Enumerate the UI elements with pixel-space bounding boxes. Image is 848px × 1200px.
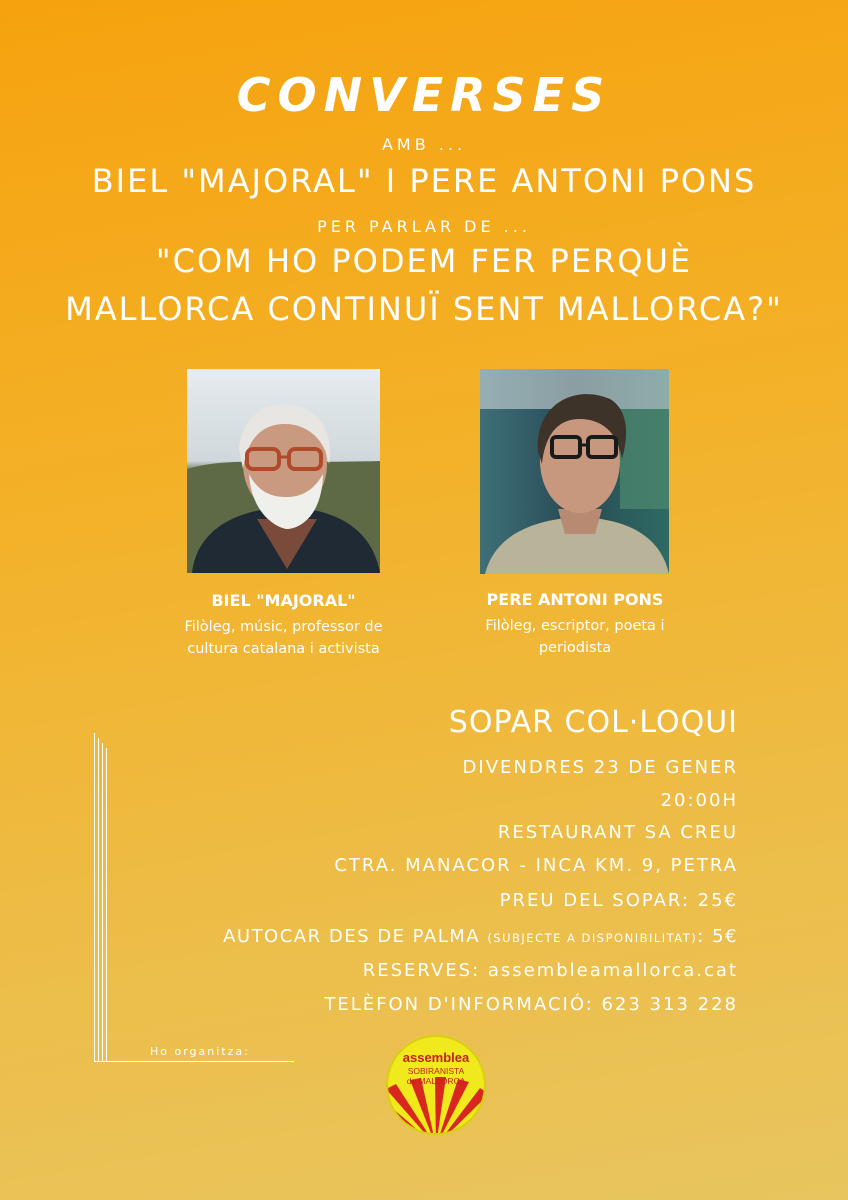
speaker-photo-biel <box>187 369 380 573</box>
speaker-desc-line: cultura catalana i activista <box>187 641 380 657</box>
event-address: CTRA. MANACOR - INCA KM. 9, PETRA <box>334 855 738 876</box>
organizer-logo <box>385 1034 487 1136</box>
bus-price: : 5€ <box>697 926 738 947</box>
event-reserves: RESERVES: assembleamallorca.cat <box>362 960 738 981</box>
decor-line <box>102 743 103 1061</box>
decor-line <box>98 738 99 1061</box>
organizer-label: Ho organitza: <box>150 1045 250 1058</box>
intro-per-parlar: PER PARLAR DE ... <box>317 217 531 236</box>
bus-note: (SUBJECTE A DISPONIBILITAT) <box>487 931 698 945</box>
event-phone: TELÈFON D'INFORMACIÓ: 623 313 228 <box>324 994 738 1015</box>
topic-line-2: MALLORCA CONTINUÏ SENT MALLORCA?" <box>65 290 783 328</box>
bus-main: AUTOCAR DES DE PALMA <box>223 926 481 947</box>
decor-line <box>106 748 107 1061</box>
logo-text-1: assemblea <box>402 1050 470 1065</box>
event-bus <box>223 926 738 947</box>
event-price: PREU DEL SOPAR: 25€ <box>499 890 738 911</box>
decor-line <box>94 733 95 1061</box>
event-title: SOPAR COL·LOQUI <box>448 705 738 740</box>
speaker-desc-pere <box>440 615 710 659</box>
speaker-desc-biel <box>150 616 417 660</box>
event-date: DIVENDRES 23 DE GENER <box>462 757 738 778</box>
topic-line-1: "COM HO PODEM FER PERQUÈ <box>155 242 693 280</box>
speaker-desc-line: Filòleg, escriptor, poeta i <box>485 618 665 634</box>
event-time: 20:00H <box>660 790 738 811</box>
logo-text-2: SOBIRANISTA <box>407 1066 465 1076</box>
speaker-name-pere: PERE ANTONI PONS <box>486 590 664 609</box>
speaker-photo-pere <box>480 369 669 574</box>
logo-text-3: de MALLORCA <box>406 1076 466 1086</box>
decor-line <box>94 1061 294 1062</box>
speaker-desc-line: periodista <box>538 640 612 656</box>
event-place: RESTAURANT SA CREU <box>497 822 738 843</box>
intro-amb: AMB ... <box>381 135 467 154</box>
speakers-headline: BIEL "MAJORAL" I PERE ANTONI PONS <box>91 162 757 200</box>
speaker-desc-line: Filòleg, músic, professor de <box>184 619 383 635</box>
page-title: CONVERSES <box>236 68 612 122</box>
speaker-name-biel: BIEL "MAJORAL" <box>211 591 356 610</box>
